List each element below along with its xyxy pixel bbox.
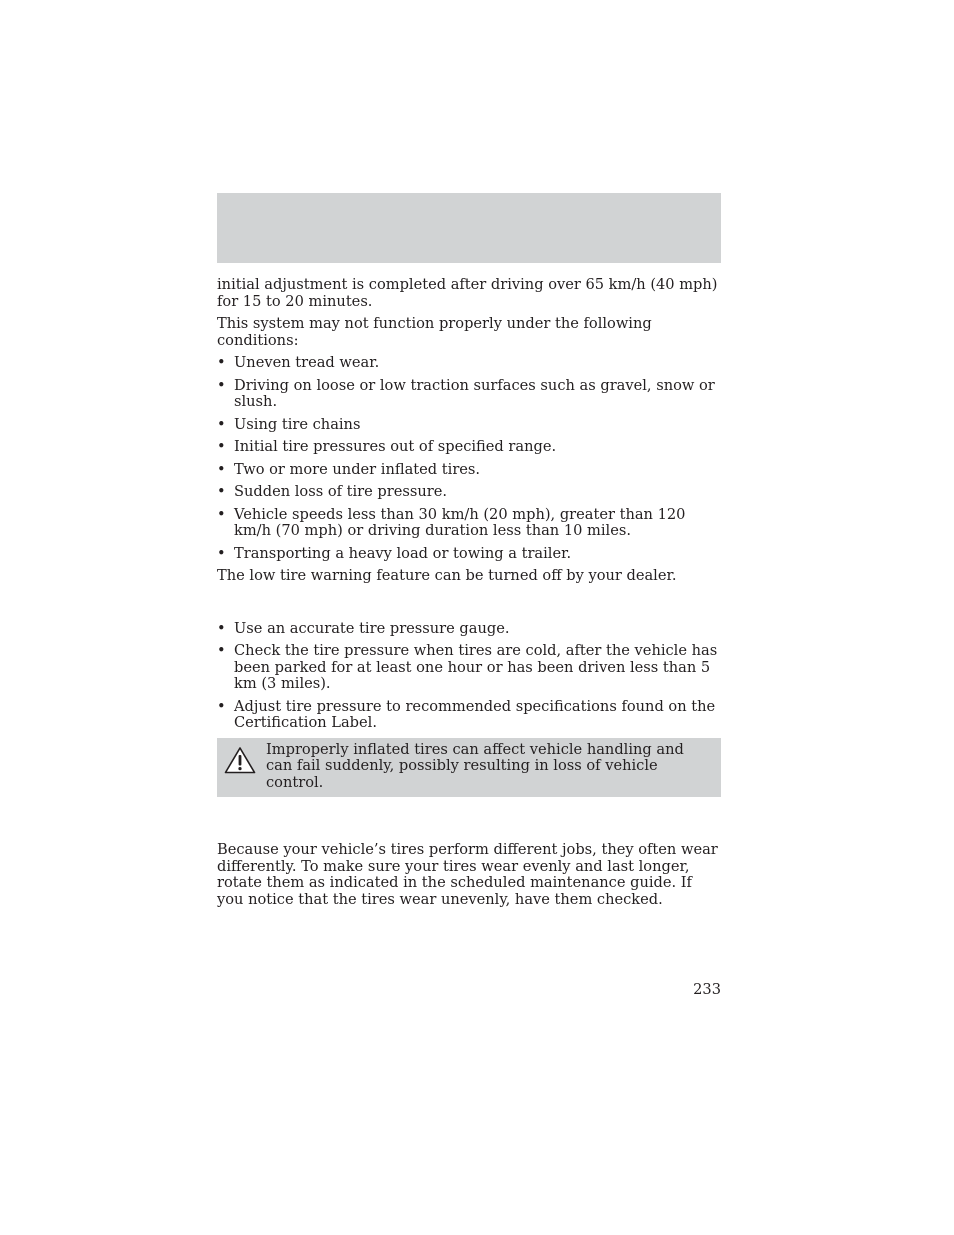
list-item-text: Check the tire pressure when tires are cold, after the vehicle has been parked for at least one hour or has been driven less than 5 km (3 miles). [234,642,718,692]
list-item [217,507,721,540]
rotation-paragraph: Because your vehicle’s tires perform different jobs, they often wear differently. To make sure your tires wear evenly and last longer, rotate them as indicated in the scheduled maintenance guide. If you notice that the tires wear unevenly, have them checked. [217,841,718,908]
bullet-glyph: • [217,619,226,637]
list-item-text: Driving on loose or low traction surfaces such as gravel, snow or slush. [234,376,715,410]
list-item-text: Uneven tread wear. [234,354,380,371]
list-item [217,643,721,693]
list-item [217,621,721,638]
list-item-text: Using tire chains [234,415,361,433]
list-item-text: Vehicle speeds less than 30 km/h (20 mph), greater than 120 km/h (70 mph) or driving duration less than 10 miles. [234,505,686,539]
list-item-text: Adjust tire pressure to recommended specifications found on the Certification Label. [234,697,716,731]
bullet-glyph: • [217,483,226,500]
bullet-glyph: • [217,415,226,433]
bullet-glyph: • [217,544,226,562]
list-item-text: Use an accurate tire pressure gauge. [234,619,510,637]
bullet-glyph: • [217,438,226,455]
list-item [217,378,721,411]
conditions-intro: This system may not function properly under the following conditions: [217,315,652,349]
list-item-text: Transporting a heavy load or towing a trailer. [234,544,572,562]
bullet-glyph: • [217,460,226,478]
bullet-glyph: • [217,697,226,715]
list-item [217,484,721,501]
bullet-glyph: • [217,376,226,394]
list-item-text: Two or more under inflated tires. [234,460,481,478]
section-spacer [217,591,721,621]
list-item [217,417,721,434]
list-item [217,699,721,732]
warning-box [217,738,721,798]
header-band [217,193,721,263]
warning-triangle-icon [224,746,256,774]
list-item [217,355,721,372]
conditions-list [217,355,721,562]
turn-off-note: The low tire warning feature can be turned off by your dealer. [217,567,677,584]
list-item-text: Sudden loss of tire pressure. [234,483,448,500]
warning-text: Improperly inflated tires can affect vehicle handling and can fail suddenly, possibly resulting in loss of vehicle control. [266,740,684,791]
bullet-glyph: • [217,642,226,659]
list-item [217,439,721,456]
list-item [217,546,721,563]
bullet-glyph: • [217,354,226,371]
list-item [217,462,721,479]
page-content [217,277,721,914]
bullet-glyph: • [217,505,226,523]
list-item-text: Initial tire pressures out of specified range. [234,438,557,455]
continued-paragraph: initial adjustment is completed after driving over 65 km/h (40 mph) for 15 to 20 minutes. [217,276,718,310]
page-number: 233 [693,981,721,998]
section-spacer [217,797,721,842]
pressure-tips-list [217,621,721,732]
